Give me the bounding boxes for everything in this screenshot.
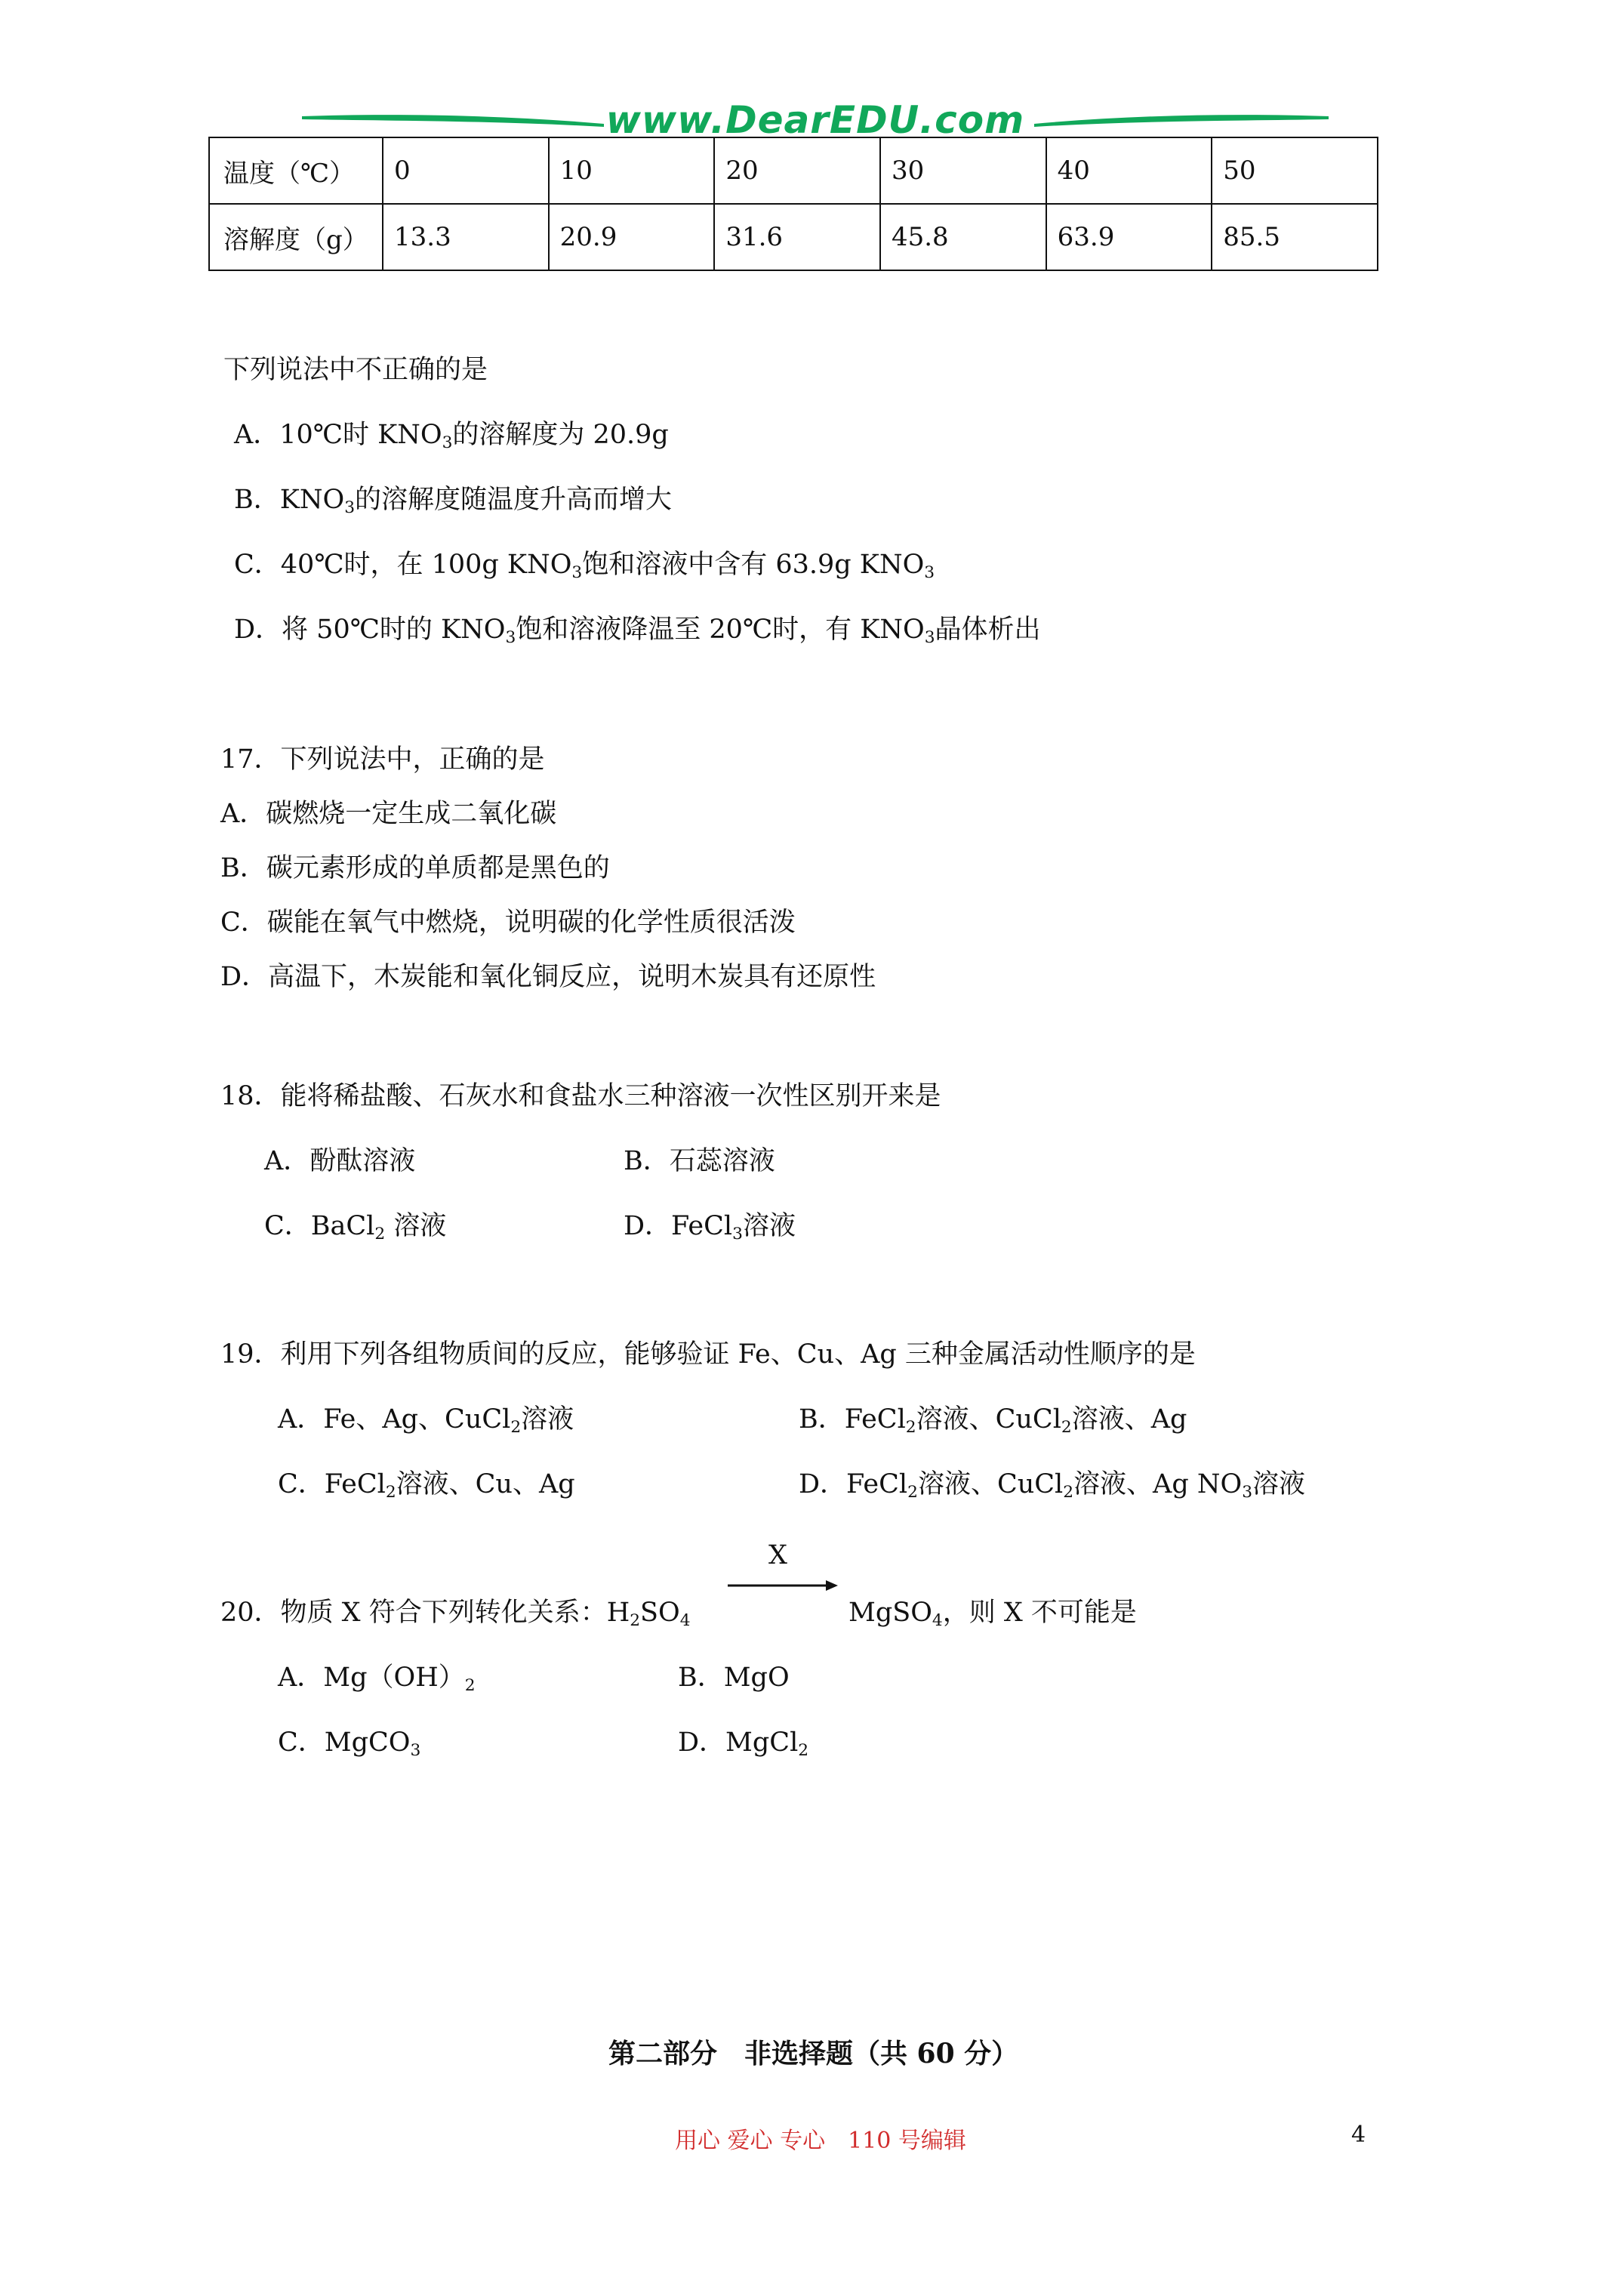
table-cell: 50 xyxy=(1212,137,1378,204)
q19-option-c xyxy=(278,1463,575,1501)
watermark-text: www.DearEDU.com xyxy=(605,98,1025,142)
q18-stem: 18．能将稀盐酸、石灰水和食盐水三种溶液一次性区别开来是 xyxy=(220,1081,941,1111)
option-text: B．FeCl xyxy=(799,1404,906,1435)
table-cell: 31.6 xyxy=(714,204,880,270)
q20-option-d xyxy=(678,1721,808,1759)
subscript: 2 xyxy=(385,1483,396,1502)
subscript: 4 xyxy=(932,1611,943,1631)
option-text: A．Mg（OH） xyxy=(278,1663,465,1693)
subscript: 2 xyxy=(798,1741,809,1761)
table-cell: 45.8 xyxy=(880,204,1046,270)
option-text: 溶液、Cu、Ag xyxy=(396,1469,575,1499)
subscript: 3 xyxy=(571,563,583,583)
option-text: 饱和溶液中含有 63.9g KNO xyxy=(582,550,925,580)
option-text: 溶液、Ag xyxy=(1071,1404,1187,1435)
option-text: D．FeCl xyxy=(624,1211,733,1241)
section-title: 第二部分 非选择题（共 60 分） xyxy=(608,2038,1019,2069)
stem-text: ，则 X 不可能是 xyxy=(942,1598,1137,1628)
subscript: 3 xyxy=(410,1741,421,1761)
stem-text: MgSO xyxy=(848,1598,932,1628)
option-text: 溶液 xyxy=(1252,1469,1306,1499)
table-cell: 40 xyxy=(1046,137,1212,204)
option-text: 晶体析出 xyxy=(935,615,1041,645)
subscript: 2 xyxy=(907,1483,918,1502)
option-text: 溶液 xyxy=(385,1211,447,1241)
option-text: 溶液、CuCl xyxy=(917,1469,1064,1499)
subscript: 3 xyxy=(505,628,516,648)
q16-option-b xyxy=(234,479,672,516)
option-text: C．BaCl xyxy=(264,1211,375,1241)
table-row-temperature xyxy=(209,137,1378,204)
subscript: 2 xyxy=(510,1418,522,1438)
q17-stem: 17．下列说法中，正确的是 xyxy=(220,744,545,775)
table-cell: 85.5 xyxy=(1212,204,1378,270)
q20-arrow-label: X xyxy=(768,1540,787,1570)
subscript: 3 xyxy=(442,433,453,453)
q20-stem-right xyxy=(848,1592,1137,1629)
q16-option-d xyxy=(234,609,1041,646)
table-row-solubility xyxy=(209,204,1378,270)
table-cell: 10 xyxy=(549,137,715,204)
option-text: 溶液 xyxy=(521,1404,574,1435)
solubility-table xyxy=(208,137,1378,271)
stem-text: 20．物质 X 符合下列转化关系：H xyxy=(220,1598,630,1628)
subscript: 2 xyxy=(1061,1418,1072,1438)
q16-option-a xyxy=(234,414,669,451)
option-text: C．FeCl xyxy=(278,1469,386,1499)
row-header-solubility: 溶解度（g） xyxy=(209,204,383,270)
option-text: D．将 50℃时的 KNO xyxy=(234,615,506,645)
stem-text: SO xyxy=(640,1598,680,1628)
q16-stem: 下列说法中不正确的是 xyxy=(223,355,488,385)
option-text: 溶液、CuCl xyxy=(916,1404,1061,1435)
option-text: B．KNO xyxy=(234,485,345,515)
table-cell: 0 xyxy=(383,137,549,204)
q19-option-b xyxy=(799,1398,1187,1436)
subscript: 3 xyxy=(344,498,355,518)
page-number: 4 xyxy=(1351,2122,1366,2148)
q19-option-d xyxy=(799,1463,1305,1501)
table-cell: 13.3 xyxy=(383,204,549,270)
option-text: A．Fe、Ag、CuCl xyxy=(278,1404,511,1435)
option-text: A．10℃时 KNO xyxy=(234,420,442,450)
q17-option-a: A．碳燃烧一定生成二氧化碳 xyxy=(220,799,557,829)
q17-option-c: C．碳能在氧气中燃烧，说明碳的化学性质很活泼 xyxy=(220,908,796,938)
subscript: 2 xyxy=(374,1225,386,1244)
subscript: 2 xyxy=(905,1418,916,1438)
q19-stem: 19．利用下列各组物质间的反应，能够验证 Fe、Cu、Ag 三种金属活动性顺序的是 xyxy=(220,1339,1196,1370)
option-text: C．MgCO xyxy=(278,1727,411,1758)
subscript: 2 xyxy=(630,1611,641,1631)
table-cell: 63.9 xyxy=(1046,204,1212,270)
subscript: 3 xyxy=(1242,1483,1252,1502)
option-text: D．MgCl xyxy=(678,1727,799,1758)
row-header-temperature: 温度（℃） xyxy=(209,137,383,204)
subscript: 3 xyxy=(924,563,935,583)
q17-option-d: D．高温下，木炭能和氧化铜反应，说明木炭具有还原性 xyxy=(220,962,876,992)
q17-option-b: B．碳元素形成的单质都是黑色的 xyxy=(220,853,610,883)
q18-option-b: B．石蕊溶液 xyxy=(624,1146,775,1176)
q20-option-c xyxy=(278,1721,420,1759)
option-text: 的溶解度随温度升高而增大 xyxy=(355,485,673,515)
q18-option-a: A．酚酞溶液 xyxy=(264,1146,416,1176)
watermark-left-swoosh-icon xyxy=(302,112,604,130)
subscript: 4 xyxy=(679,1611,691,1631)
q20-stem-left xyxy=(220,1592,691,1629)
subscript: 3 xyxy=(732,1225,743,1244)
q20-option-a xyxy=(278,1657,476,1694)
q20-option-b: B．MgO xyxy=(678,1663,790,1693)
q18-option-c xyxy=(264,1205,446,1243)
option-text: C．40℃时，在 100g KNO xyxy=(234,550,572,580)
subscript: 2 xyxy=(1063,1483,1074,1502)
option-text: 溶液 xyxy=(742,1211,796,1241)
watermark-right-swoosh-icon xyxy=(1034,112,1329,130)
option-text: 溶液、Ag NO xyxy=(1073,1469,1243,1499)
reaction-arrow-icon xyxy=(726,1576,839,1595)
option-text: D．FeCl xyxy=(799,1469,908,1499)
q18-option-d xyxy=(624,1205,796,1243)
table-cell: 30 xyxy=(880,137,1046,204)
table-cell: 20 xyxy=(714,137,880,204)
q16-option-c xyxy=(234,544,935,581)
option-text: 饱和溶液降温至 20℃时，有 KNO xyxy=(516,615,925,645)
table-cell: 20.9 xyxy=(549,204,715,270)
option-text: 的溶解度为 20.9g xyxy=(452,420,669,450)
q19-option-a xyxy=(278,1398,574,1436)
footer-text: 用心 爱心 专心 110 号编辑 xyxy=(675,2128,966,2154)
subscript: 2 xyxy=(464,1676,476,1696)
subscript: 3 xyxy=(924,628,935,648)
